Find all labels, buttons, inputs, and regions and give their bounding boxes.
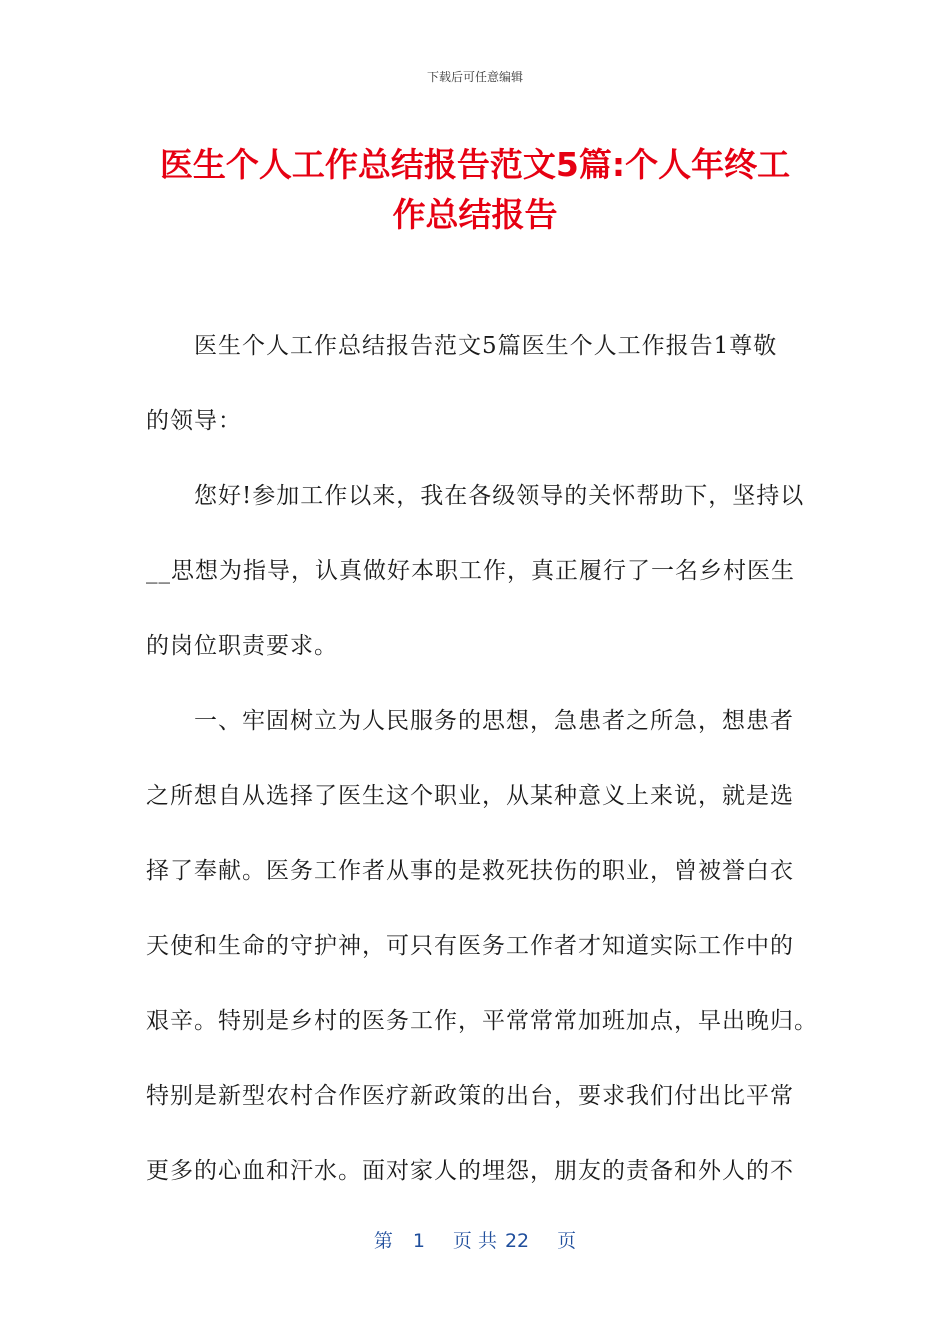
page-mid: 页 共 bbox=[452, 1230, 497, 1252]
body-line: 的岗位职责要求。 bbox=[146, 633, 338, 659]
body-line: __思想为指导，认真做好本职工作，真正履行了一名乡村医生 bbox=[146, 558, 795, 584]
body-line: 医生个人工作总结报告范文5篇医生个人工作报告1尊敬 bbox=[194, 333, 778, 359]
page-footer bbox=[0, 1226, 950, 1253]
body-line: 一、牢固树立为人民服务的思想，急患者之所急，想患者 bbox=[194, 708, 794, 734]
body-line: 的领导： bbox=[146, 408, 242, 434]
title-line-1: 医生个人工作总结报告范文5篇:个人年终工 bbox=[159, 145, 791, 184]
document-body bbox=[146, 327, 818, 1227]
body-line: 择了奉献。医务工作者从事的是救死扶伤的职业，曾被誉白衣 bbox=[146, 858, 794, 884]
page-current: 1 bbox=[412, 1230, 425, 1252]
page-total: 22 bbox=[504, 1230, 530, 1252]
body-line: 之所想自从选择了医生这个职业，从某种意义上来说，就是选 bbox=[146, 783, 794, 809]
body-line: 艰辛。特别是乡村的医务工作，平常常常加班加点，早出晚归。 bbox=[146, 1008, 818, 1034]
body-line: 您好!参加工作以来，我在各级领导的关怀帮助下，坚持以 bbox=[194, 483, 805, 509]
body-line: 天使和生命的守护神，可只有医务工作者才知道实际工作中的 bbox=[146, 933, 794, 959]
body-line: 更多的心血和汗水。面对家人的埋怨，朋友的责备和外人的不 bbox=[146, 1158, 794, 1184]
title-line-2: 作总结报告 bbox=[392, 195, 558, 234]
header-note: 下载后可任意编辑 bbox=[426, 70, 523, 84]
body-line: 特别是新型农村合作医疗新政策的出台，要求我们付出比平常 bbox=[146, 1083, 794, 1109]
document-title bbox=[120, 140, 830, 240]
page-suffix: 页 bbox=[557, 1230, 577, 1252]
page-prefix: 第 bbox=[373, 1230, 393, 1252]
